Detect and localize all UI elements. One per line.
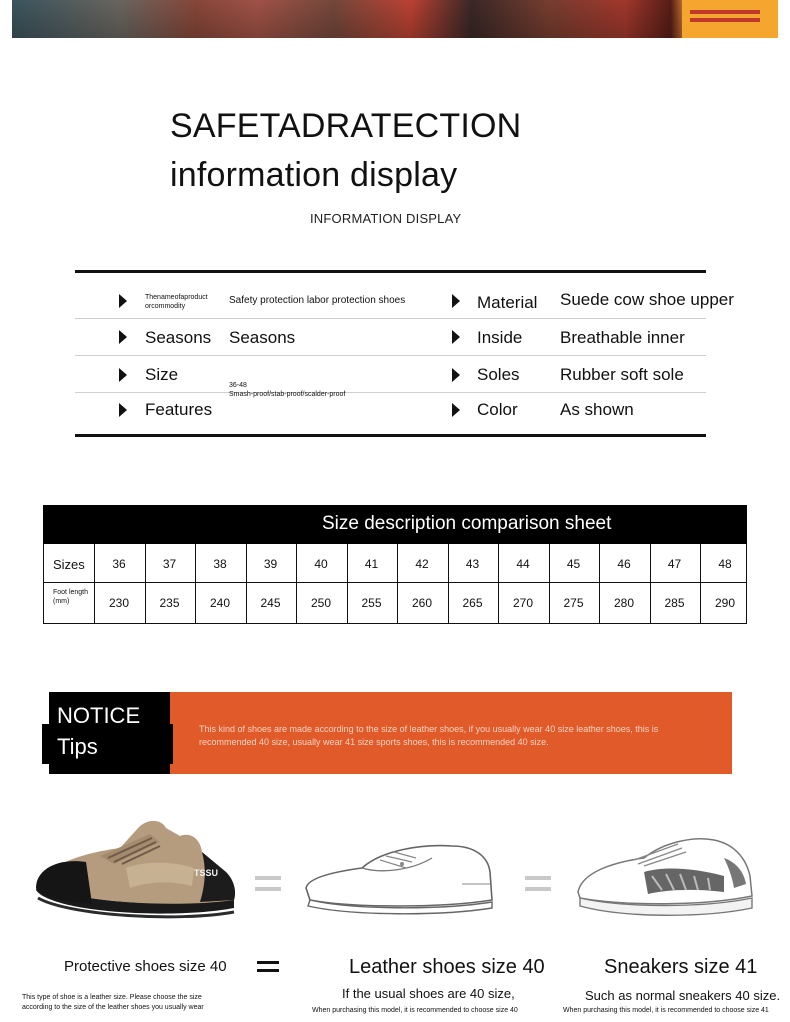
size-table [43, 544, 747, 624]
info-value-inside: Breathable inner [560, 328, 685, 347]
info-label-material: Material [477, 293, 538, 312]
notice-title [57, 700, 140, 762]
size-table-column-divider [145, 544, 146, 623]
size-table-column-divider [650, 544, 651, 623]
foot-length-value: 255 [361, 596, 382, 610]
equals-sign-icon [525, 876, 551, 880]
notice-title-line-2: Tips [57, 734, 98, 759]
info-label-size: Size [145, 365, 179, 384]
row-arrow-icon [119, 403, 127, 417]
size-value: 38 [213, 557, 227, 571]
protective-shoe-brand: TSSU [194, 868, 219, 878]
size-table-column-divider [246, 544, 247, 623]
foot-length-value: 240 [209, 596, 231, 610]
info-value-color: As shown [560, 400, 634, 419]
info-value-size: 36-48 [229, 382, 247, 389]
foot-length-value: 265 [462, 596, 483, 610]
foot-length-value: 275 [563, 596, 584, 610]
sneaker-small-note: When purchasing this model, it is recommended to choose size 41 [563, 1007, 769, 1014]
protective-shoe-image [30, 812, 240, 924]
info-row-divider [75, 355, 706, 356]
size-value: 36 [112, 557, 126, 571]
leather-shoe-note: If the usual shoes are 40 size, [342, 986, 515, 1001]
equals-sign-icon [525, 887, 551, 891]
size-value: 46 [617, 557, 631, 571]
size-row-label: Sizes [53, 557, 85, 572]
equals-sign-icon [257, 961, 279, 964]
size-value: 45 [566, 557, 581, 571]
page-subtitle: INFORMATION DISPLAY [310, 211, 462, 226]
sneaker-caption: Sneakers size 41 [604, 956, 758, 978]
size-table-column-divider [347, 544, 348, 623]
equals-sign-icon [257, 969, 279, 972]
info-row-divider [75, 392, 706, 393]
foot-length-value: 260 [411, 596, 433, 610]
info-value-soles: Rubber soft sole [560, 365, 684, 384]
info-label-product-name: Thenameofaproduct orcommodity [145, 294, 208, 310]
info-row-divider [75, 318, 706, 319]
protective-shoe-note: This type of shoe is a leather size. Please choose the size according to the size of the leather shoes you usually wear [22, 994, 204, 1011]
size-table-column-divider [296, 544, 297, 623]
size-table-column-divider [195, 544, 196, 623]
foot-length-value: 270 [512, 596, 534, 610]
size-value: 44 [516, 557, 530, 571]
size-value: 40 [314, 557, 328, 571]
size-value: 47 [667, 557, 682, 571]
title-line-1: SAFETADRATECTION [170, 107, 522, 145]
equals-sign-icon [255, 876, 281, 880]
size-value: 39 [263, 557, 278, 571]
size-value: 48 [718, 557, 732, 571]
info-label-color: Color [477, 400, 518, 419]
foot-length-value: 290 [714, 596, 736, 610]
foot-length-value: 230 [108, 596, 130, 610]
foot-length-value: 250 [310, 596, 332, 610]
info-label-soles: Soles [477, 365, 520, 384]
size-table-column-divider [94, 544, 95, 623]
size-table-column-divider [397, 544, 398, 623]
info-label-features: Features [145, 400, 213, 419]
title-line-2: information display [170, 156, 458, 194]
info-top-rule [75, 270, 706, 273]
foot-length-value: 280 [613, 596, 635, 610]
size-table-row-divider [44, 582, 746, 583]
sneaker-note: Such as normal sneakers 40 size. [585, 988, 781, 1003]
info-value-features: Smash-proof/stab-proof/scalder-proof [229, 391, 346, 398]
size-table-column-divider [498, 544, 499, 623]
size-table-column-divider [448, 544, 449, 623]
info-value-material: Suede cow shoe upper [560, 290, 734, 309]
row-arrow-icon [119, 330, 127, 344]
row-arrow-icon [452, 368, 460, 382]
product-photo-banner [12, 0, 778, 38]
foot-length-value: 245 [260, 596, 281, 610]
leather-shoe-caption: Leather shoes size 40 [349, 956, 545, 978]
foot-length-value: 235 [159, 596, 180, 610]
row-arrow-icon [452, 294, 460, 308]
row-arrow-icon [452, 330, 460, 344]
product-label-graphic [682, 0, 778, 38]
sneaker-image [574, 832, 756, 924]
notice-title-line-1: NOTICE [57, 703, 141, 728]
size-table-column-divider [700, 544, 701, 623]
size-value: 42 [415, 557, 429, 571]
info-bottom-rule [75, 434, 706, 437]
leather-shoe-image [302, 838, 498, 916]
equals-sign-icon [255, 887, 281, 891]
leather-shoe-small-note: When purchasing this model, it is recommended to choose size 40 [312, 1007, 518, 1014]
row-arrow-icon [119, 294, 127, 308]
page-title [170, 102, 521, 200]
size-table-column-divider [549, 544, 550, 623]
size-value: 41 [364, 557, 379, 571]
size-table-header [43, 505, 747, 544]
info-value-product-name: Safety protection labor protection shoes [229, 295, 406, 306]
foot-length-row-label: Foot length (mm) [53, 589, 89, 605]
info-label-inside: Inside [477, 328, 523, 347]
row-arrow-icon [119, 368, 127, 382]
notice-text: This kind of shoes are made according to the size of leather shoes, if you usually wear 40 size leather shoes, this is recommended 40 size, usually wear 41 size sports shoes, this is recommended 40 size. [199, 724, 659, 747]
foot-length-value: 285 [664, 596, 685, 610]
info-label-seasons: Seasons [145, 328, 212, 347]
info-value-seasons: Seasons [229, 328, 296, 347]
row-arrow-icon [452, 403, 460, 417]
size-table-column-divider [599, 544, 600, 623]
size-value: 43 [465, 557, 480, 571]
protective-shoe-caption: Protective shoes size 40 [64, 958, 227, 975]
banner-shade [12, 0, 778, 38]
size-value: 37 [162, 557, 177, 571]
size-table-title: Size description comparison sheet [322, 513, 612, 534]
